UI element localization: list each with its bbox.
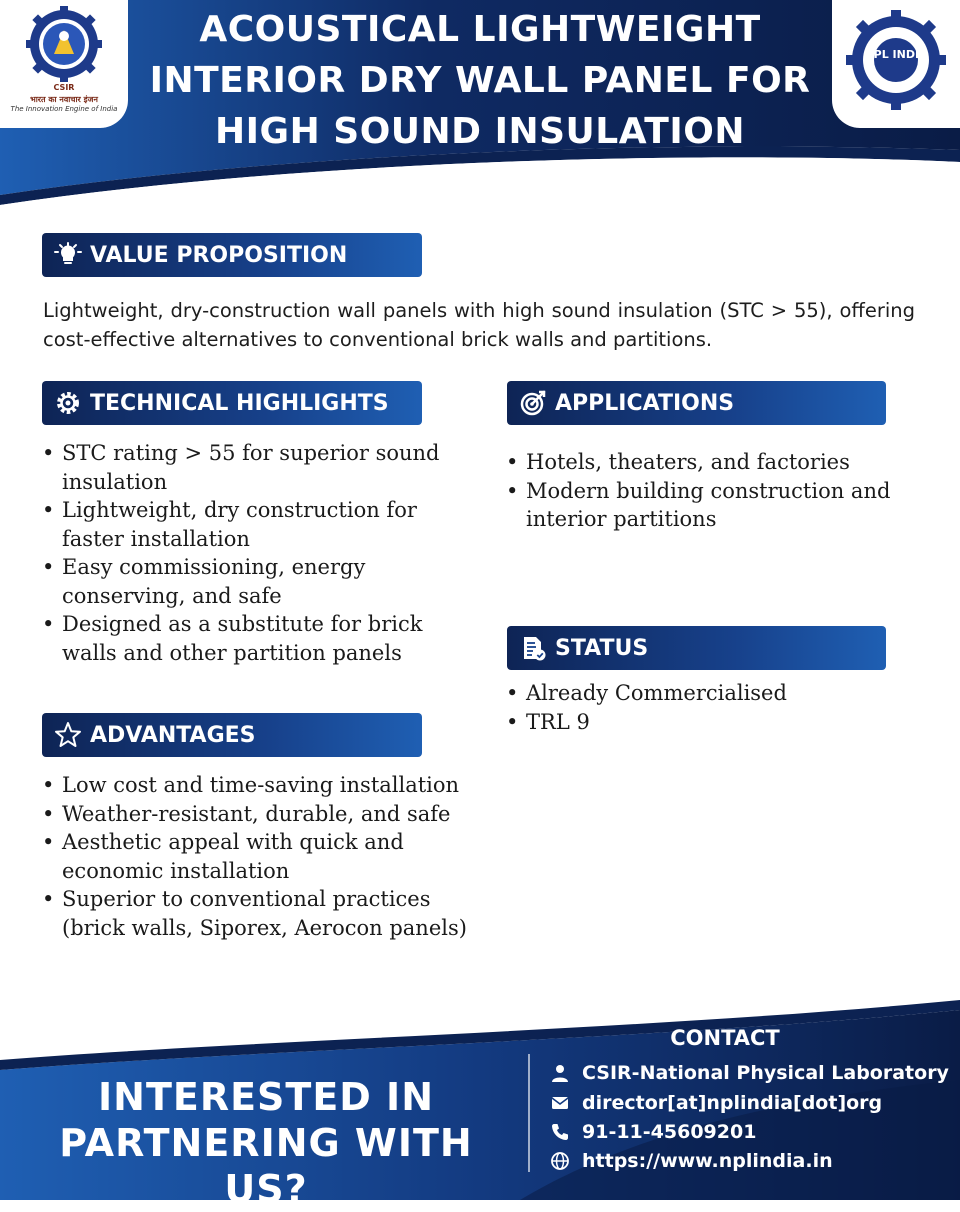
document-check-icon	[519, 634, 547, 662]
csir-emblem-icon	[22, 6, 106, 84]
contact-phone[interactable]	[550, 1118, 756, 1146]
list-item: • TRL 9	[506, 708, 906, 737]
page-title	[140, 4, 820, 157]
npl-emblem-icon	[846, 10, 946, 110]
applications-label: APPLICATIONS	[555, 390, 735, 416]
list-item: • Lightweight, dry construction for faster installation	[42, 496, 472, 553]
partner-callout: INTERESTED IN PARTNERING WITH US?	[59, 1075, 473, 1211]
npl-logo	[832, 0, 960, 128]
phone-icon	[550, 1122, 570, 1142]
list-item: • Modern building construction and interior partitions	[506, 477, 906, 534]
value-proposition-heading	[42, 233, 422, 277]
csir-logo-tagline: The Innovation Engine of India	[10, 105, 118, 113]
applications-list	[506, 448, 906, 534]
list-item: • Low cost and time-saving installation	[42, 771, 482, 800]
star-icon	[54, 721, 82, 749]
advantages-list	[42, 771, 482, 942]
list-item: • Weather-resistant, durable, and safe	[42, 800, 482, 829]
contact-website-link[interactable]: https://www.nplindia.in	[582, 1150, 833, 1172]
advantages-label: ADVANTAGES	[90, 722, 256, 748]
contact-organization	[550, 1059, 949, 1087]
gear-icon	[54, 389, 82, 417]
contact-organization-text: CSIR-National Physical Laboratory	[582, 1062, 949, 1084]
advantages-heading	[42, 713, 422, 757]
status-list	[506, 679, 906, 736]
csir-logo	[0, 0, 128, 128]
contact-email-text[interactable]: director[at]nplindia[dot]org	[582, 1092, 883, 1114]
technical-highlights-list	[42, 439, 472, 667]
list-item: • Aesthetic appeal with quick and economic installation	[42, 828, 482, 885]
status-label: STATUS	[555, 635, 649, 661]
value-proposition-text: Lightweight, dry-construction wall panels with high sound insulation (STC > 55), offering cost-effective alternatives to conventional brick walls and partitions.	[43, 299, 915, 351]
lightbulb-icon	[54, 241, 82, 269]
contact-email[interactable]	[550, 1089, 882, 1117]
title-line-3: HIGH SOUND INSULATION	[215, 111, 745, 152]
list-item: • Easy commissioning, energy conserving, and safe	[42, 553, 472, 610]
footer-divider	[528, 1054, 530, 1172]
npl-logo-text: NPL INDIA	[864, 48, 928, 61]
person-icon	[550, 1063, 570, 1083]
contact-phone-text[interactable]: 91-11-45609201	[582, 1121, 757, 1143]
title-line-1: ACOUSTICAL LIGHTWEIGHT	[199, 9, 761, 50]
list-item: • STC rating > 55 for superior sound insulation	[42, 439, 472, 496]
status-heading	[507, 626, 886, 670]
envelope-icon	[550, 1093, 570, 1113]
list-item: • Hotels, theaters, and factories	[506, 448, 906, 477]
title-line-2: INTERIOR DRY WALL PANEL FOR	[149, 60, 811, 101]
target-icon	[519, 389, 547, 417]
list-item: • Superior to conventional practices (brick walls, Siporex, Aerocon panels)	[42, 885, 482, 942]
technical-highlights-label: TECHNICAL HIGHLIGHTS	[90, 390, 389, 416]
contact-title: CONTACT	[670, 1026, 780, 1050]
csir-logo-label: CSIR	[53, 83, 75, 92]
contact-website[interactable]	[550, 1147, 833, 1175]
csir-logo-hindi-tagline: भारत का नवाचार इंजन	[30, 95, 98, 104]
applications-heading	[507, 381, 886, 425]
technical-highlights-heading	[42, 381, 422, 425]
globe-icon	[550, 1151, 570, 1171]
value-proposition-label: VALUE PROPOSITION	[90, 242, 348, 268]
list-item: • Designed as a substitute for brick walls and other partition panels	[42, 610, 472, 667]
list-item: • Already Commercialised	[506, 679, 906, 708]
